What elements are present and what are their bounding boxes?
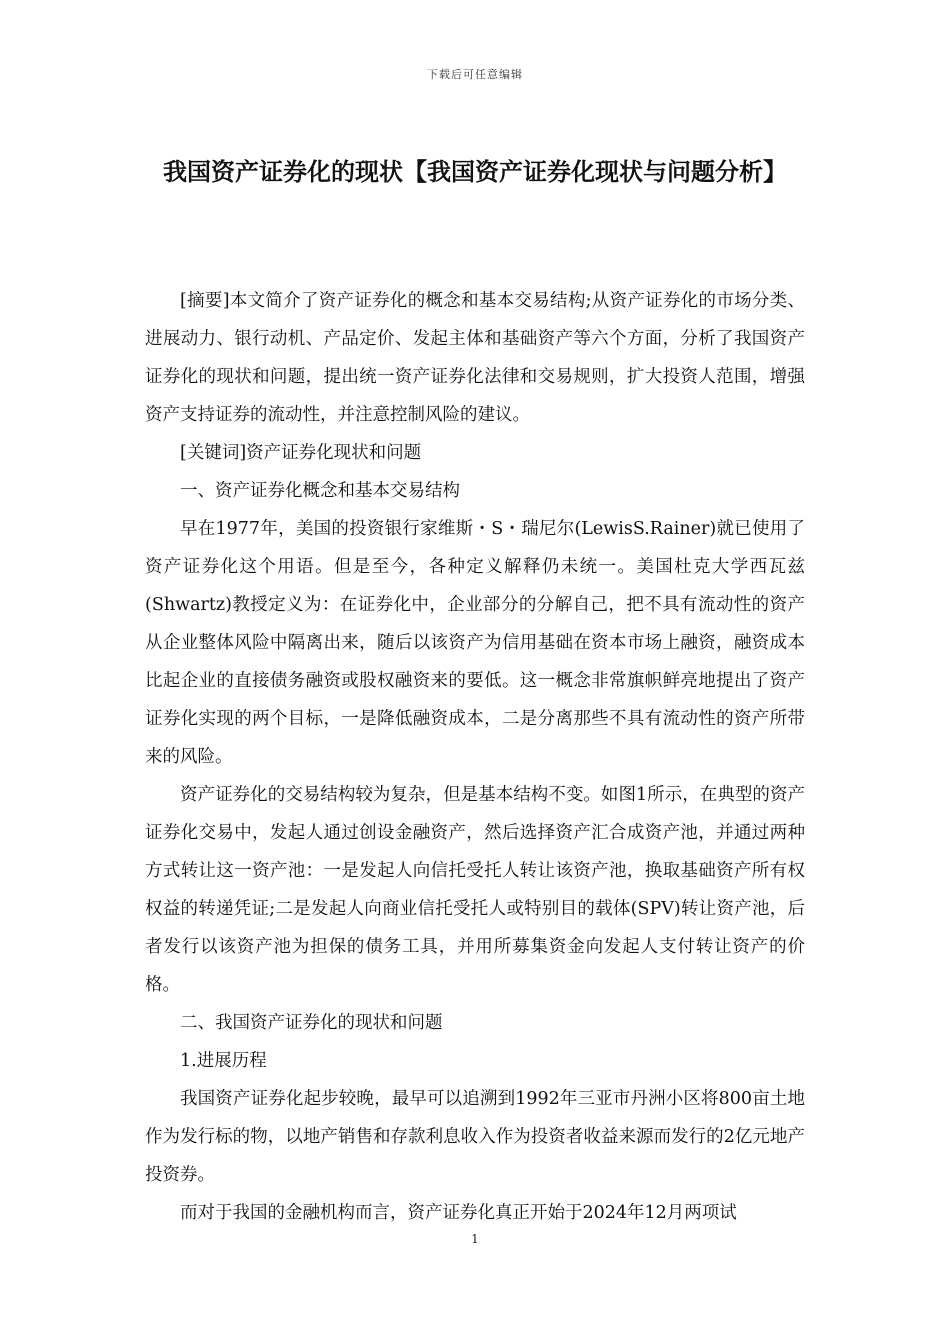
document-body: [145, 282, 805, 1232]
subsection-heading: 1.进展历程: [180, 1051, 267, 1071]
body-paragraph: 早在1977年，美国的投资银行家维斯・S・瑞尼尔(LewisS.Rainer)就已使用了资产证券化这个用语。但是至今，各种定义解释仍未统一。美国杜克大学西瓦兹(Shwartz)教授定义为：在证券化中，企业部分的分解自己，把不具有流动性的资产从企业整体风险中隔离出来，随后以该资产为信用基础在资本市场上融资，融资成本比起企业的直接债务融资或股权融资来的要低。这一概念非常旗帜鲜亮地提出了资产证券化实现的两个目标，一是降低融资成本，二是分离那些不具有流动性的资产所带来的风险。: [145, 519, 805, 767]
body-paragraph: 而对于我国的金融机构而言，资产证券化真正开始于2024年12月两项试: [180, 1203, 737, 1223]
section-heading-1: 一、资产证券化概念和基本交易结构: [180, 481, 460, 501]
abstract-paragraph: [摘要]本文简介了资产证券化的概念和基本交易结构;从资产证券化的市场分类、进展动力、银行动机、产品定价、发起主体和基础资产等六个方面，分析了我国资产证券化的现状和问题，提出统一资产证券化法律和交易规则，扩大投资人范围，增强资产支持证券的流动性，并注意控制风险的建议。: [145, 291, 805, 425]
section-heading-2: 二、我国资产证券化的现状和问题: [180, 1013, 443, 1033]
document-title: 我国资产证券化的现状【我国资产证券化现状与问题分析】: [163, 158, 787, 186]
page-number: 1: [471, 1232, 479, 1246]
header-note: 下载后可任意编辑: [427, 68, 523, 81]
body-paragraph: 我国资产证券化起步较晚，最早可以追溯到1992年三亚市丹洲小区将800亩土地作为发行标的物，以地产销售和存款利息收入作为投资者收益来源而发行的2亿元地产投资券。: [145, 1089, 805, 1185]
body-paragraph: 资产证券化的交易结构较为复杂，但是基本结构不变。如图1所示，在典型的资产证券化交易中，发起人通过创设金融资产，然后选择资产汇合成资产池，并通过两种方式转让这一资产池：一是发起人向信托受托人转让该资产池，换取基础资产所有权权益的转递凭证;二是发起人向商业信托受托人或特别目的载体(SPV)转让资产池，后者发行以该资产池为担保的债务工具，并用所募集资金向发起人支付转让资产的价格。: [145, 785, 805, 995]
keywords-paragraph: [关键词]资产证券化现状和问题: [180, 443, 422, 463]
